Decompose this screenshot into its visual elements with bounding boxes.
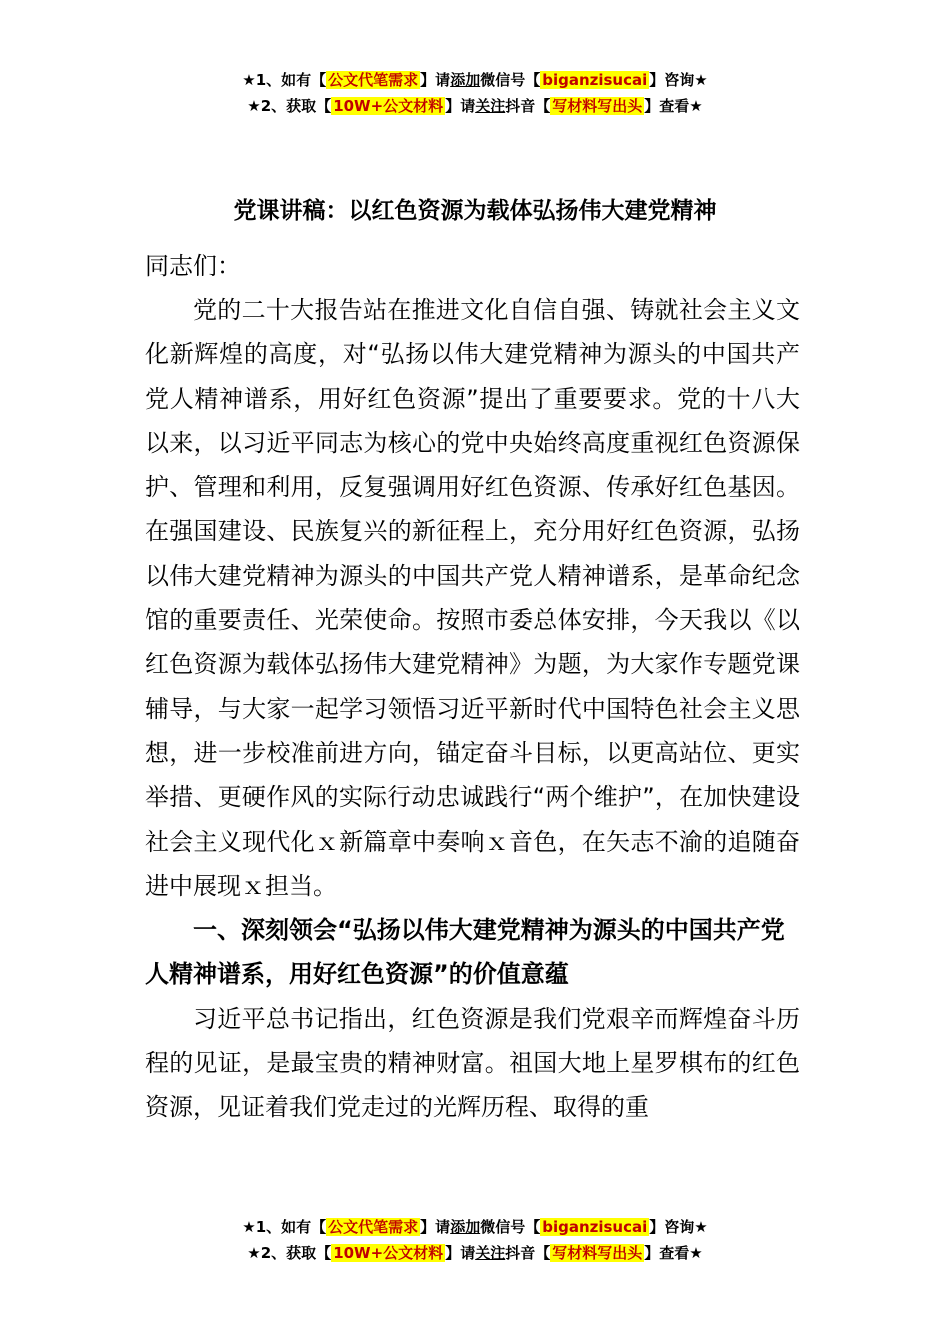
document-body <box>145 288 800 1130</box>
ad-text: ★2、获取【 <box>247 1244 332 1262</box>
salutation: 同志们： <box>145 252 241 280</box>
ad-underline: 添加 <box>450 71 481 89</box>
section-heading-1: 一、深刻领会“弘扬以伟大建党精神为源头的中国共产党人精神谱系，用好红色资源”的价值意蕴 <box>145 916 785 989</box>
paragraph-2: 习近平总书记指出，红色资源是我们党艰辛而辉煌奋斗历程的见证，是最宝贵的精神财富。祖国大地上星罗棋布的红色资源，见证着我们党走过的光辉历程、取得的重 <box>145 1004 800 1122</box>
ad-text: 】查看★ <box>644 97 703 115</box>
ad-highlight: biganzisucai <box>542 71 648 89</box>
document-title: 党课讲稿：以红色资源为载体弘扬伟大建党精神 <box>233 198 717 224</box>
ad-highlight: 10W+公文材料 <box>333 97 444 115</box>
ad-underline: 关注 <box>475 97 506 115</box>
ad-text: 】请 <box>420 71 451 89</box>
ad-text: ★1、如有【 <box>242 71 327 89</box>
ad-text: 】查看★ <box>644 1244 703 1262</box>
ad-highlight: 10W+公文材料 <box>333 1244 444 1262</box>
ad-line-2 <box>0 1240 950 1266</box>
ad-text: 】请 <box>445 97 476 115</box>
ad-highlight: 公文代笔需求 <box>328 71 419 89</box>
ad-highlight: 公文代笔需求 <box>328 1218 419 1236</box>
ad-text: 抖音【 <box>505 97 551 115</box>
ad-text: 】咨询★ <box>649 71 708 89</box>
ad-highlight: 写材料写出头 <box>552 97 643 115</box>
ad-banner-bottom <box>0 1214 950 1266</box>
ad-highlight: biganzisucai <box>542 1218 648 1236</box>
ad-banner-top <box>0 67 950 119</box>
ad-underline: 关注 <box>475 1244 506 1262</box>
ad-text: 】请 <box>420 1218 451 1236</box>
ad-text: 】请 <box>445 1244 476 1262</box>
ad-underline: 添加 <box>450 1218 481 1236</box>
ad-text: ★1、如有【 <box>242 1218 327 1236</box>
ad-highlight: 写材料写出头 <box>552 1244 643 1262</box>
ad-line-2 <box>0 93 950 119</box>
ad-text: 微信号【 <box>480 1218 541 1236</box>
ad-text: ★2、获取【 <box>247 97 332 115</box>
ad-text: 】咨询★ <box>649 1218 708 1236</box>
ad-line-1 <box>0 67 950 93</box>
ad-line-1 <box>0 1214 950 1240</box>
paragraph-1: 党的二十大报告站在推进文化自信自强、铸就社会主义文化新辉煌的高度，对“弘扬以伟大建党精神为源头的中国共产党人精神谱系，用好红色资源”提出了重要要求。党的十八大以来，以习近平同志为核心的党中央始终高度重视红色资源保护、管理和利用，反复强调用好红色资源、传承好红色基因。在强国建设、民族复兴的新征程上，充分用好红色资源，弘扬以伟大建党精神为源头的中国共产党人精神谱系，是革命纪念馆的重要责任、光荣使命。按照市委总体安排，今天我以《以红色资源为载体弘扬伟大建党精神》为题，为大家作专题党课辅导，与大家一起学习领悟习近平新时代中国特色社会主义思想，进一步校准前进方向，锚定奋斗目标，以更高站位、更实举措、更硬作风的实际行动忠诚践行“两个维护”，在加快建设社会主义现代化ｘ新篇章中奏响ｘ音色，在矢志不渝的追随奋进中展现ｘ担当。 <box>145 296 800 900</box>
ad-text: 微信号【 <box>480 71 541 89</box>
ad-text: 抖音【 <box>505 1244 551 1262</box>
